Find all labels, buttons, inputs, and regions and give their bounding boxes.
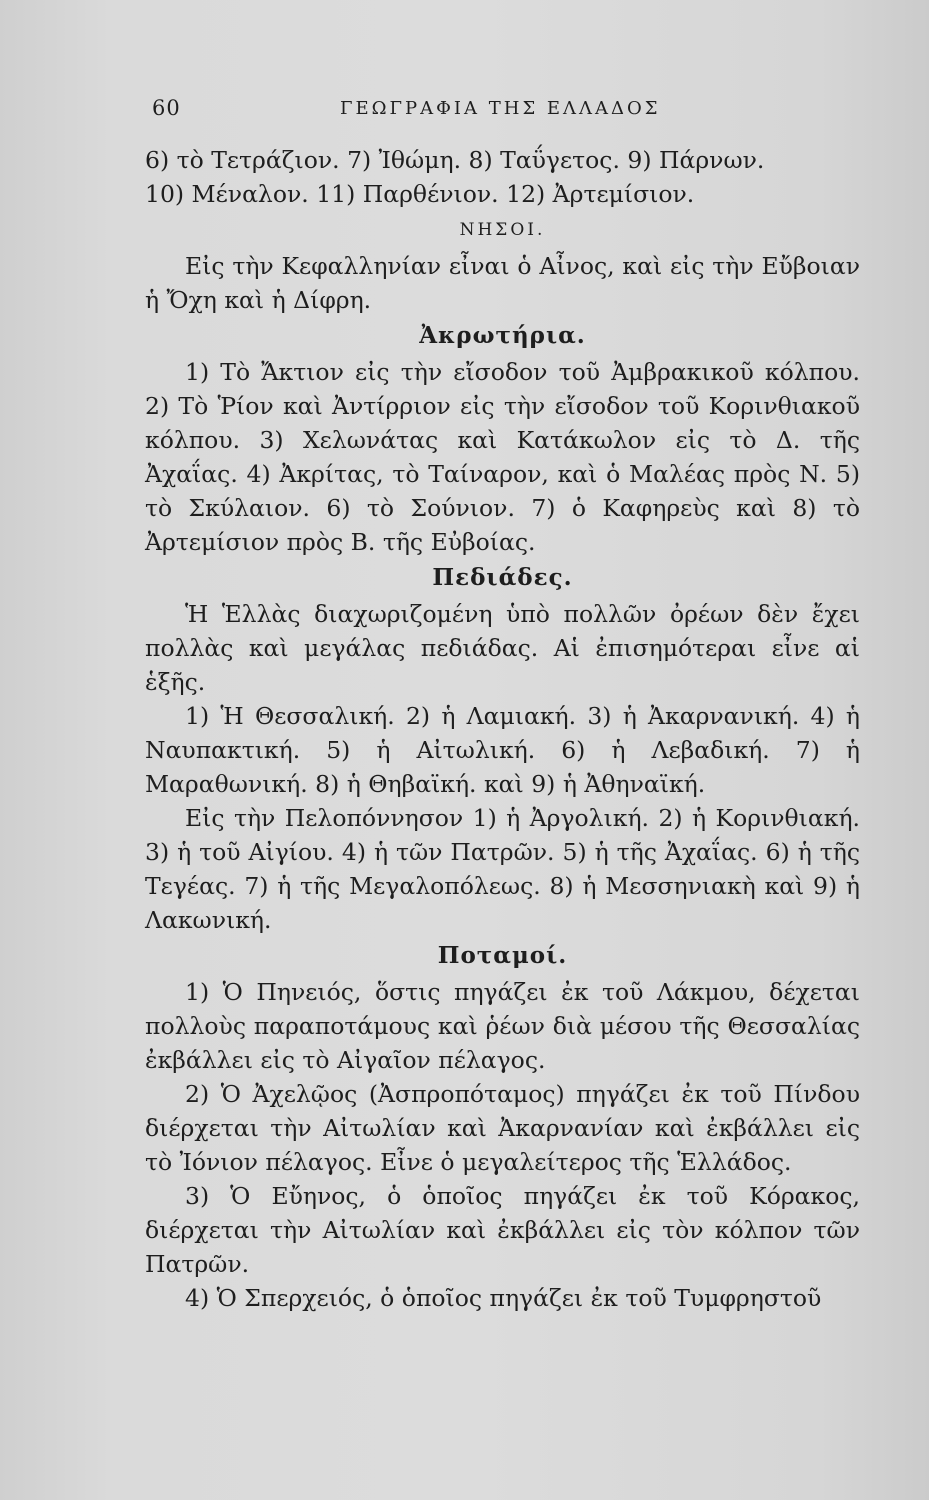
islands-text: Εἰς τὴν Κεφαλληνίαν εἶναι ὁ Αἶνος, καὶ εἰς τὴν Εὔβοιαν ἡ Ὄχη καὶ ἡ Δίφρη. (145, 252, 860, 314)
plains-intro: Ἡ Ἑλλὰς διαχωριζομένη ὑπὸ πολλῶν ὀρέων δὲν ἔχει πολλὰς καὶ μεγάλας πεδιάδας. Αἱ ἐπισημότεραι εἶνε αἱ ἑξῆς. (145, 600, 860, 696)
plains-heading: Πεδιάδες. (432, 564, 573, 591)
islands-heading: ΝΗΣΟΙ. (459, 220, 546, 240)
river-item: 4) Ὁ Σπερχειός, ὁ ὁποῖος πηγάζει ἐκ τοῦ Τυμφρηστοῦ (185, 1284, 822, 1312)
rivers-heading: Ποταμοί. (437, 942, 568, 969)
river-item: 1) Ὁ Πηνειός, ὅστις πηγάζει ἐκ τοῦ Λάκμου, δέχεται πολλοὺς παραποτάμους καὶ ῥέων διὰ μέσου τῆς Θεσσαλίας ἐκβάλλει εἰς τὸ Αἰγαῖον πέλαγος. (145, 978, 860, 1074)
page-header (152, 96, 859, 136)
running-title: ΓΕΩΓΡΑΦΙΑ ΤΗΣ ΕΛΛΑΔΟΣ (340, 98, 661, 119)
mountains-list-line-2: 10) Μέναλον. 11) Παρθένιον. 12) Ἀρτεμίσιον. (145, 180, 695, 208)
river-item: 2) Ὁ Ἀχελῷος (Ἀσπροπόταμος) πηγάζει ἐκ τοῦ Πίνδου διέρχεται τὴν Αἰτωλίαν καὶ Ἀκαρνανίαν καὶ ἐκβάλλει εἰς τὸ Ἰόνιον πέλαγος. Εἶνε ὁ μεγαλείτερος τῆς Ἑλλάδος. (145, 1080, 860, 1176)
capes-heading: Ἀκρωτήρια. (419, 322, 586, 349)
plains-list: 1) Ἡ Θεσσαλική. 2) ἡ Λαμιακή. 3) ἡ Ἀκαρνανική. 4) ἡ Ναυπακτική. 5) ἡ Αἰτωλική. 6) ἡ Λεβαδική. 7) ἡ Μαραθωνική. 8) ἡ Θηβαϊκή. καὶ 9) ἡ Ἀθηναϊκή. (145, 702, 860, 798)
mountains-list-line-1: 6) τὸ Τετράζιον. 7) Ἰθώμη. 8) Ταΰγετος. 9) Πάρνων. (145, 146, 765, 174)
page-body (145, 143, 860, 1315)
plains-peloponnese: Εἰς τὴν Πελοπόννησον 1) ἡ Ἀργολική. 2) ἡ Κορινθιακή. 3) ἡ τοῦ Αἰγίου. 4) ἡ τῶν Πατρῶν. 5) ἡ τῆς Ἀχαΐας. 6) ἡ τῆς Τεγέας. 7) ἡ τῆς Μεγαλοπόλεως. 8) ἡ Μεσσηνιακὴ καὶ 9) ἡ Λακωνική. (145, 804, 860, 934)
river-item: 3) Ὁ Εὔηνος, ὁ ὁποῖος πηγάζει ἐκ τοῦ Κόρακος, διέρχεται τὴν Αἰτωλίαν καὶ ἐκβάλλει εἰς τὸν κόλπον τῶν Πατρῶν. (145, 1182, 860, 1278)
capes-text: 1) Τὸ Ἄκτιον εἰς τὴν εἴσοδον τοῦ Ἀμβρακικοῦ κόλπου. 2) Τὸ Ῥίον καὶ Ἀντίρριον εἰς τὴν εἴσοδον τοῦ Κορινθιακοῦ κόλπου. 3) Χελωνάτας καὶ Κατάκωλον εἰς τὸ Δ. τῆς Ἀχαΐας. 4) Ἀκρίτας, τὸ Ταίναρον, καὶ ὁ Μαλέας πρὸς Ν. 5) τὸ Σκύλαιον. 6) τὸ Σούνιον. 7) ὁ Καφηρεὺς καὶ 8) τὸ Ἀρτεμίσιον πρὸς Β. τῆς Εὐβοίας. (145, 358, 860, 556)
page-number: 60 (152, 96, 181, 120)
